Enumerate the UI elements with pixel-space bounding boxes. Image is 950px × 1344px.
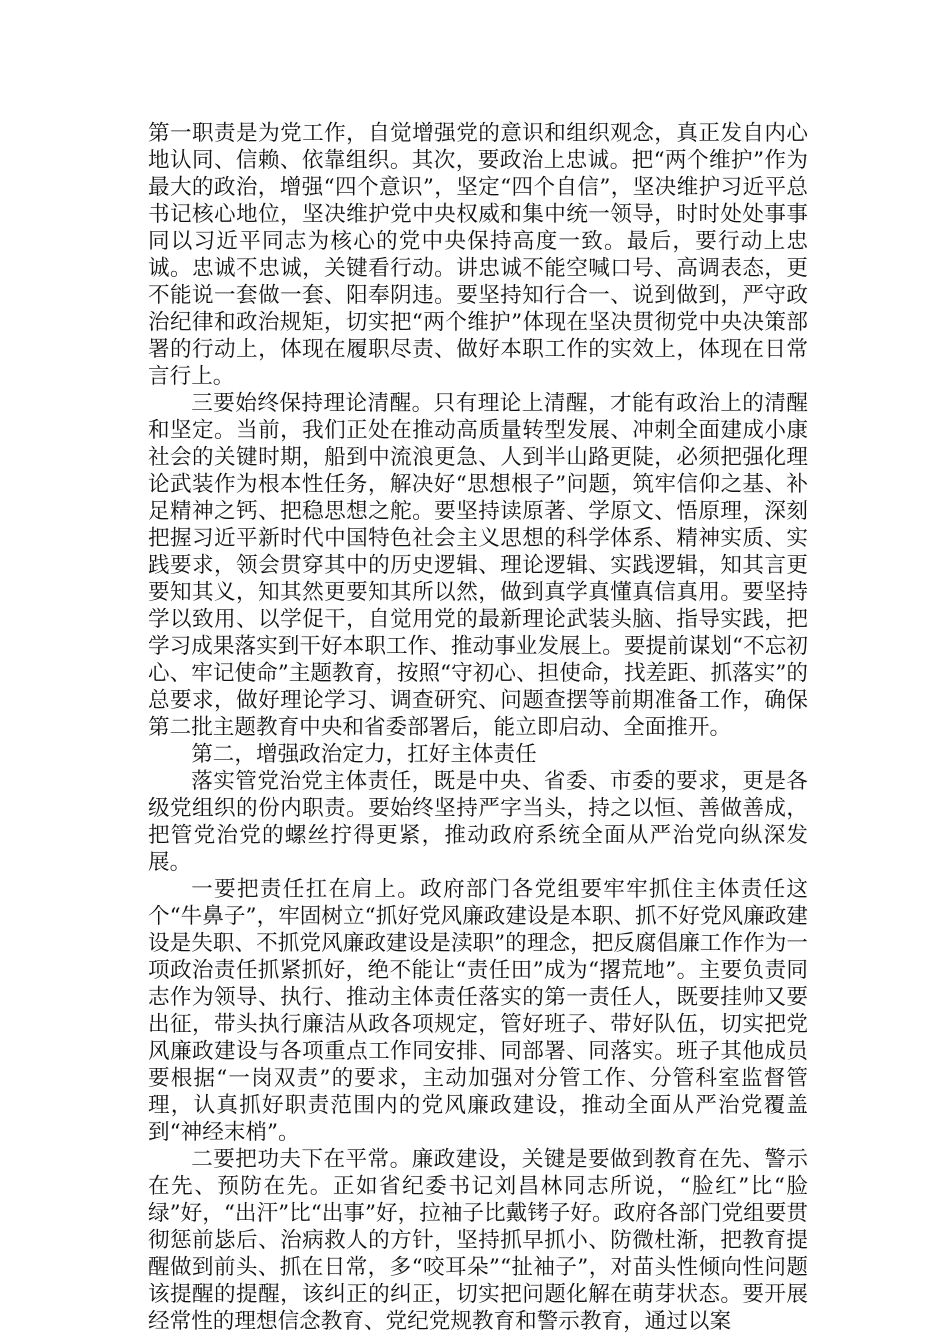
paragraph-loyalty-continued: 第一职责是为党工作，自觉增强党的意识和组织观念，真正发自内心地认同、信赖、依靠组织。其次，要政治上忠诚。把“两个维护”作为最大的政治，增强“四个意识”，坚定“四个自信”，坚决维护习近平总书记核心地位，坚决维护党中央权威和集中统一领导，时时处处事事同以习近平同志为核心的党中央保持高度一致。最后，要行动上忠诚。忠诚不忠诚，关键看行动。讲忠诚不能空喊口号、高调表态，更不能说一套做一套、阳奉阴违。要坚持知行合一、说到做到，严守政治纪律和政治规矩，切实把“两个维护”体现在坚决贯彻党中央决策部署的行动上，体现在履职尽责、做好本职工作的实效上，体现在日常言行上。 bbox=[148, 121, 808, 389]
paragraph-daily-effort: 二要把功夫下在平常。廉政建设，关键是要做到教育在先、警示在先、预防在先。正如省纪委书记刘昌林同志所说，“脸红”比“脸绿”好，“出汗”比“出事”好，拉袖子比戴铐子好。政府各部门党组要贯彻惩前毖后、治病救人的方针，坚持抓早抓小、防微杜渐，把教育提醒做到前头、抓在日常，多“咬耳朵”“扯袖子”，对苗头性倾向性问题该提醒的提醒，该纠正的纠正，切实把问题化解在萌芽状态。要开展经常性的理想信念教育、党纪党规教育和警示教育，通过以案 bbox=[148, 1147, 808, 1334]
document-body bbox=[148, 120, 808, 1335]
paragraph-shoulder-responsibility: 一要把责任扛在肩上。政府部门各党组要牢牢抓住主体责任这个“牛鼻子”，牢固树立“抓好党风廉政建设是本职、抓不好党风廉政建设是失职、不抓党风廉政建设是渎职”的理念，把反腐倡廉工作作为一项政治责任抓紧抓好，绝不能让“责任田”成为“撂荒地”。主要负责同志作为领导、执行、推动主体责任落实的第一责任人，既要挂帅又要出征，带头执行廉洁从政各项规定，管好班子、带好队伍，切实把党风廉政建设与各项重点工作同安排、同部署、同落实。班子其他成员要根据“一岗双责”的要求，主动加强对分管工作、分管科室监督管理，认真抓好职责范围内的党风廉政建设，推动全面从严治党覆盖到“神经末梢”。 bbox=[148, 877, 808, 1145]
section-heading-political-resolve: 第二，增强政治定力，扛好主体责任 bbox=[191, 742, 537, 767]
paragraph-theory-clarity: 三要始终保持理论清醒。只有理论上清醒，才能有政治上的清醒和坚定。当前，我们正处在推动高质量转型发展、冲刺全面建成小康社会的关键时期，船到中流浪更急、人到半山路更陡，必须把强化理论武装作为根本性任务，解决好“思想根子”问题，筑牢信仰之基、补足精神之钙、把稳思想之舵。要坚持读原著、学原文、悟原理，深刻把握习近平新时代中国特色社会主义思想的科学体系、精神实质、实践要求，领会贯穿其中的历史逻辑、理论逻辑、实践逻辑，知其言更要知其义，知其然更要知其所以然，做到真学真懂真信真用。要坚持学以致用、以学促干，自觉用党的最新理论武装头脑、指导实践，把学习成果落实到干好本职工作、推动事业发展上。要提前谋划“不忘初心、牢记使命”主题教育，按照“守初心、担使命，找差距、抓落实”的总要求，做好理论学习、调查研究、问题查摆等前期准备工作，确保第二批主题教育中央和省委部署后，能立即启动、全面推开。 bbox=[148, 391, 808, 740]
paragraph-main-responsibility: 落实管党治党主体责任，既是中央、省委、市委的要求，更是各级党组织的份内职责。要始终坚持严字当头，持之以恒、善做善成，把管党治党的螺丝拧得更紧，推动政府系统全面从严治党向纵深发展。 bbox=[148, 769, 808, 875]
